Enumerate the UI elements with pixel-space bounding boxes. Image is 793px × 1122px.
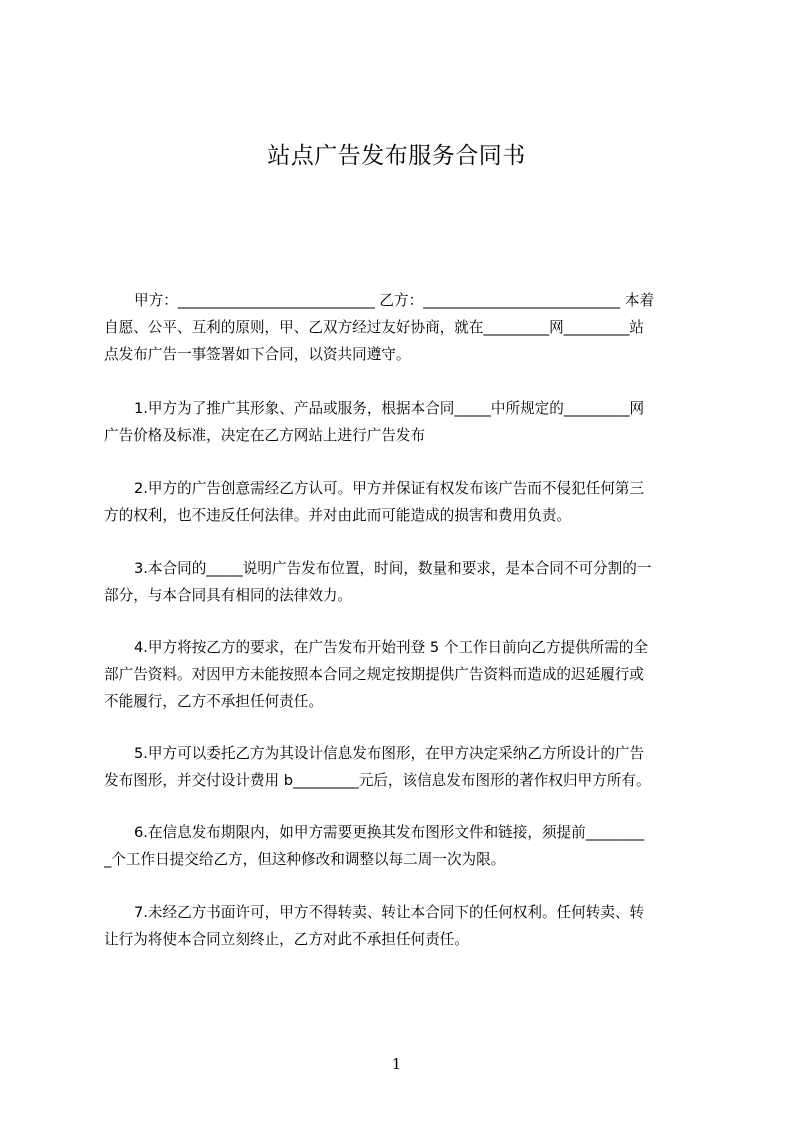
clause-7 bbox=[104, 899, 704, 953]
clause-2 bbox=[104, 475, 704, 529]
clause-6-line-2: _个工作日提交给乙方，但这种修改和调整以每二周一次为限。 bbox=[104, 851, 506, 868]
clause-4-line-2: 部广告资料。对因甲方未能按照本合同之规定按期提供广告资料而造成的迟延履行或 bbox=[104, 666, 644, 683]
document-title: 站点广告发布服务合同书 bbox=[267, 143, 526, 169]
clause-1-line-2: 广告价格及标准，决定在乙方网站上进行广告发布 bbox=[104, 427, 426, 444]
clause-5 bbox=[104, 740, 704, 794]
clause-3-line-2: 部分，与本合同具有相同的法律效力。 bbox=[104, 587, 353, 604]
clause-2-line-1: 2.甲方的广告创意需经乙方认可。甲方并保证有权发布该广告而不侵犯任何第三 bbox=[134, 480, 645, 497]
intro-line-2: 自愿、公平、互利的原则，甲、乙双方经过友好协商，就在_________网_________站 bbox=[104, 319, 644, 336]
clause-6 bbox=[104, 819, 704, 873]
page-number: 1 bbox=[391, 1055, 402, 1073]
clause-5-line-1: 5.甲方可以委托乙方为其设计信息发布图形，在甲方决定采纳乙方所设计的广告 bbox=[134, 745, 645, 762]
clause-3 bbox=[104, 555, 704, 609]
clause-1 bbox=[104, 395, 704, 449]
clause-5-line-2: 发布图形，并交付设计费用 b_________元后，该信息发布图形的著作权归甲方所有。 bbox=[104, 772, 651, 789]
clause-7-line-1: 7.未经乙方书面许可，甲方不得转卖、转让本合同下的任何权利。任何转卖、转 bbox=[134, 904, 645, 921]
intro-line-3: 点发布广告一事签署如下合同，以资共同遵守。 bbox=[104, 346, 411, 363]
clause-4-line-3: 不能履行，乙方不承担任何责任。 bbox=[104, 693, 323, 710]
intro-paragraph bbox=[104, 287, 704, 368]
clause-6-line-1: 6.在信息发布期限内，如甲方需要更换其发布图形文件和链接，须提前________ bbox=[134, 824, 645, 841]
clause-3-line-1: 3.本合同的_____说明广告发布位置，时间，数量和要求，是本合同不可分割的一 bbox=[134, 560, 652, 577]
clause-2-line-2: 方的权利，也不违反任何法律。并对由此而可能造成的损害和费用负责。 bbox=[104, 507, 572, 524]
clause-4-line-1: 4.甲方将按乙方的要求，在广告发布开始刊登 5 个工作日前向乙方提供所需的全 bbox=[134, 639, 649, 656]
clause-4 bbox=[104, 634, 704, 715]
intro-line-1: 甲方：___________________________ 乙方：___________________________ 本着 bbox=[134, 292, 655, 309]
clause-7-line-2: 让行为将使本合同立刻终止，乙方对此不承担任何责任。 bbox=[104, 931, 469, 948]
clause-1-line-1: 1.甲方为了推广其形象、产品或服务，根据本合同_____中所规定的_________网 bbox=[134, 400, 645, 417]
